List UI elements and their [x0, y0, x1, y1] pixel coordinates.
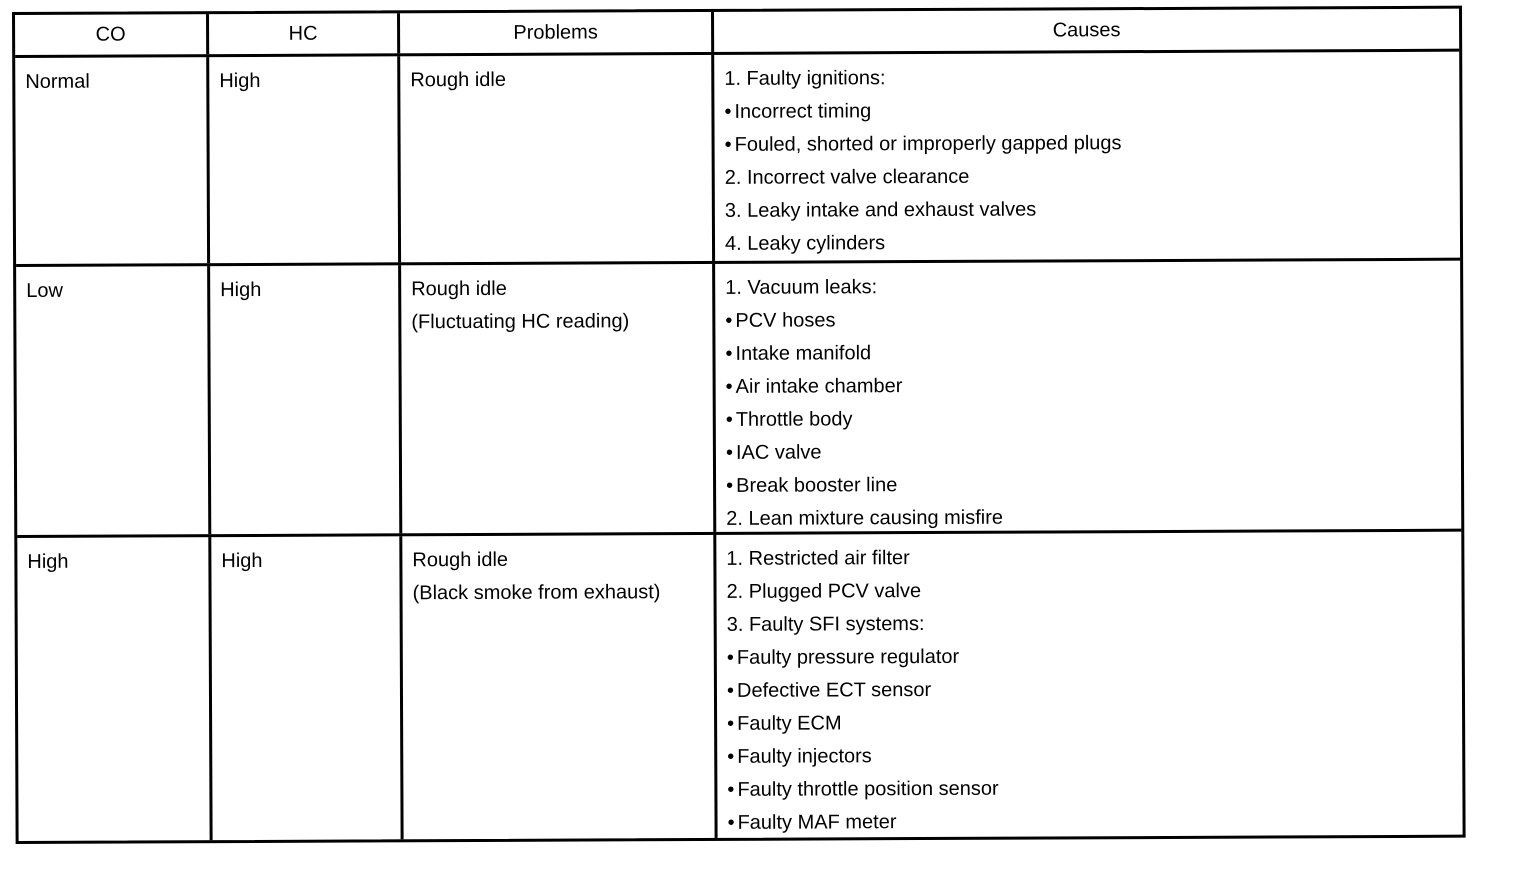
cause-bullet: • Faulty throttle position sensor: [727, 771, 1454, 807]
hc-value: High: [206, 56, 398, 263]
cause-bullet: • Faulty MAF meter: [727, 804, 1454, 838]
cause-line: 1. Faulty ignitions:: [724, 67, 886, 90]
table-row: [16, 258, 1461, 535]
cause-line: 2. Incorrect valve clearance: [724, 165, 970, 189]
hc-value: High: [207, 265, 399, 534]
header-row: [15, 9, 1459, 55]
problem-line: Rough idle: [412, 548, 509, 572]
cause-bullet: • Intake manifold: [725, 335, 1452, 371]
header-hc: HC: [206, 13, 397, 54]
cause-bullet: • Incorrect timing: [724, 93, 1451, 129]
header-co: CO: [95, 23, 126, 46]
diagnosis-table: [12, 6, 1466, 844]
co-value: Low: [26, 279, 63, 302]
cause-line: 1. Vacuum leaks:: [725, 276, 878, 299]
problems-cell: [399, 535, 714, 839]
cause-bullet: • Air intake chamber: [726, 368, 1453, 404]
co-value: Normal: [25, 70, 90, 93]
cause-bullet: • Faulty injectors: [727, 738, 1454, 774]
hc-value: High: [208, 536, 400, 840]
cause-line: 2. Plugged PCV valve: [726, 580, 922, 603]
cause-bullet: • Fouled, shorted or improperly gapped plugs: [725, 126, 1452, 162]
cause-bullet: • Faulty pressure regulator: [727, 639, 1454, 675]
cause-bullet: • Throttle body: [726, 401, 1453, 437]
co-value: High: [27, 550, 69, 573]
table-row: [15, 49, 1460, 264]
problem-line: Rough idle: [410, 68, 506, 92]
causes-cell: [713, 532, 1462, 838]
header-causes: Causes: [711, 9, 1459, 52]
cause-line: 3. Leaky intake and exhaust valves: [724, 198, 1037, 222]
causes-cell: [711, 52, 1460, 261]
cause-line: 2. Lean mixture causing misfire: [726, 506, 1004, 530]
cause-line: 3. Faulty SFI systems:: [726, 613, 925, 636]
cause-bullet: • Faulty ECM: [727, 705, 1454, 741]
problem-line: Rough idle: [411, 277, 507, 301]
cause-line: 4. Leaky cylinders: [724, 232, 886, 255]
problem-line: (Fluctuating HC reading): [411, 310, 630, 334]
cause-bullet: • Defective ECT sensor: [727, 672, 1454, 708]
problem-line: (Black smoke from exhaust): [412, 581, 661, 605]
causes-cell: [712, 261, 1461, 532]
problems-cell: [398, 264, 713, 533]
table-row: [17, 529, 1462, 841]
problems-cell: [397, 55, 712, 262]
cause-bullet: • IAC valve: [726, 434, 1453, 470]
cause-bullet: • Break booster line: [726, 467, 1453, 503]
cause-line: 1. Restricted air filter: [726, 547, 910, 570]
header-problems: Problems: [397, 12, 711, 53]
cause-bullet: • PCV hoses: [725, 302, 1452, 338]
